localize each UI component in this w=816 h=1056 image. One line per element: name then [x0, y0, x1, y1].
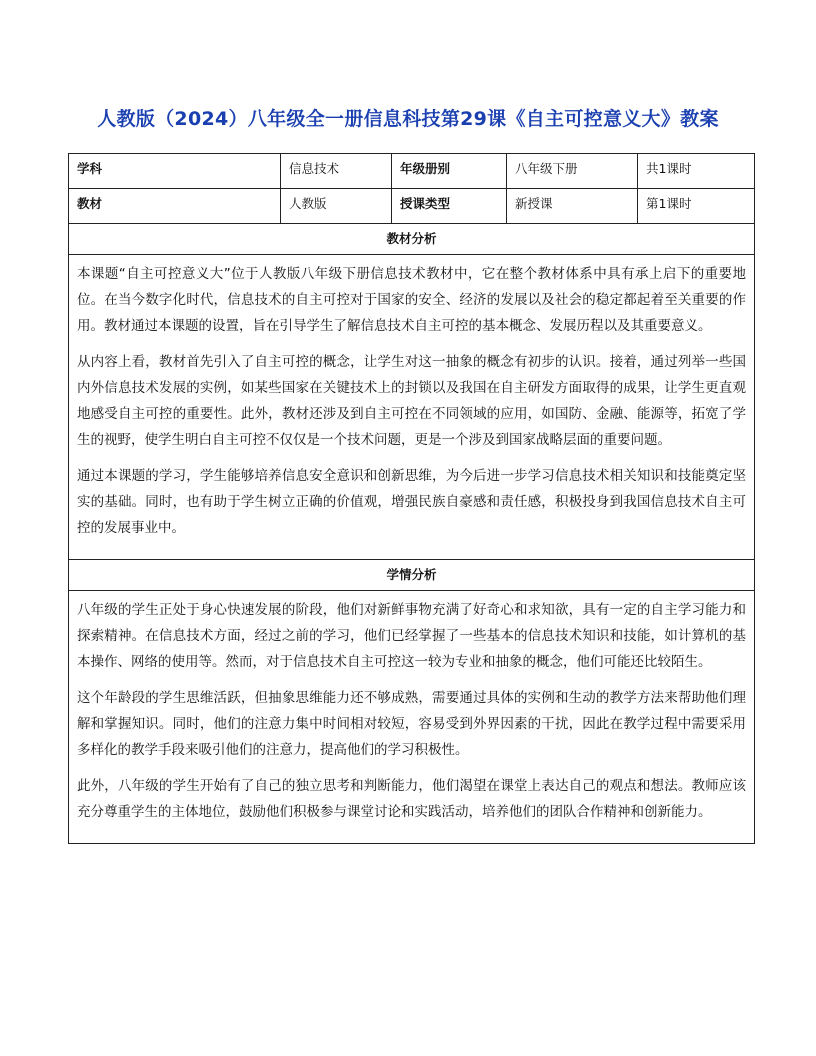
table-row	[69, 591, 755, 844]
student-analysis-content	[69, 591, 755, 844]
textbook-label: 教材	[69, 189, 281, 224]
table-row	[69, 560, 755, 591]
lesson-number: 第1课时	[638, 189, 755, 224]
textbook-value: 人教版	[281, 189, 392, 224]
paragraph: 从内容上看，教材首先引入了自主可控的概念，让学生对这一抽象的概念有初步的认识。接着，通过列举一些国内外信息技术发展的实例，如某些国家在关键技术上的封锁以及我国在自主研发方面取得的成果，让学生更直观地感受自主可控的重要性。此外，教材还涉及到自主可控在不同领域的应用，如国防、金融、能源等，拓宽了学生的视野，使学生明白自主可控不仅仅是一个技术问题，更是一个涉及到国家战略层面的重要问题。	[77, 354, 746, 448]
grade-label: 年级册别	[392, 154, 507, 189]
paragraph: 此外，八年级的学生开始有了自己的独立思考和判断能力，他们渴望在课堂上表达自己的观点和想法。教师应该充分尊重学生的主体地位，鼓励他们积极参与课堂讨论和实践活动，培养他们的团队合作精神和创新能力。	[77, 778, 746, 820]
document-title: 人教版（2024）八年级全一册信息科技第29课《自主可控意义大》教案	[97, 108, 719, 130]
table-row	[69, 224, 755, 255]
table-row	[69, 189, 755, 224]
total-hours: 共1课时	[638, 154, 755, 189]
lesson-type-label: 授课类型	[392, 189, 507, 224]
lesson-plan-table	[68, 153, 755, 844]
textbook-analysis-heading: 教材分析	[69, 224, 755, 255]
table-row	[69, 154, 755, 189]
table-row	[69, 255, 755, 560]
textbook-analysis-content	[69, 255, 755, 560]
lesson-type-value: 新授课	[507, 189, 638, 224]
grade-value: 八年级下册	[507, 154, 638, 189]
paragraph: 本课题“自主可控意义大”位于人教版八年级下册信息技术教材中，它在整个教材体系中具有承上启下的重要地位。在当今数字化时代，信息技术的自主可控对于国家的安全、经济的发展以及社会的稳定都起着至关重要的作用。教材通过本课题的设置，旨在引导学生了解信息技术自主可控的基本概念、发展历程以及其重要意义。	[77, 266, 746, 334]
paragraph: 通过本课题的学习，学生能够培养信息安全意识和创新思维，为今后进一步学习信息技术相关知识和技能奠定坚实的基础。同时，也有助于学生树立正确的价值观，增强民族自豪感和责任感，积极投身到我国信息技术自主可控的发展事业中。	[77, 468, 746, 536]
paragraph: 八年级的学生正处于身心快速发展的阶段，他们对新鲜事物充满了好奇心和求知欲，具有一定的自主学习能力和探索精神。在信息技术方面，经过之前的学习，他们已经掌握了一些基本的信息技术知识和技能，如计算机的基本操作、网络的使用等。然而，对于信息技术自主可控这一较为专业和抽象的概念，他们可能还比较陌生。	[77, 602, 746, 670]
subject-value: 信息技术	[281, 154, 392, 189]
student-analysis-heading: 学情分析	[69, 560, 755, 591]
paragraph: 这个年龄段的学生思维活跃，但抽象思维能力还不够成熟，需要通过具体的实例和生动的教学方法来帮助他们理解和掌握知识。同时，他们的注意力集中时间相对较短，容易受到外界因素的干扰，因此在教学过程中需要采用多样化的教学手段来吸引他们的注意力，提高他们的学习积极性。	[77, 690, 746, 758]
subject-label: 学科	[69, 154, 281, 189]
